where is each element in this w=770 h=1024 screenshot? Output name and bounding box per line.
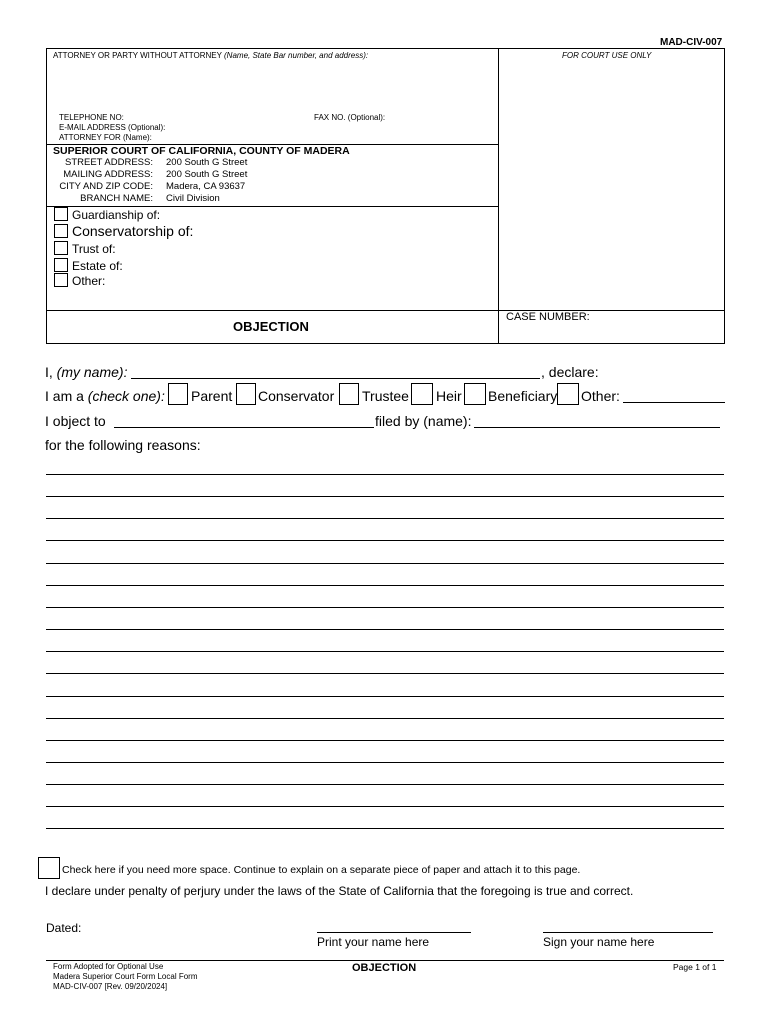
filed-by-field[interactable] — [474, 427, 720, 428]
print-name-field[interactable] — [317, 932, 471, 933]
fax-label: FAX NO. (Optional): — [314, 113, 386, 122]
estate-checkbox[interactable] — [54, 258, 68, 272]
telephone-label: TELEPHONE NO: — [59, 113, 124, 122]
other-case-checkbox[interactable] — [54, 273, 68, 287]
footer-local-form: Madera Superior Court Form Local Form — [53, 972, 198, 981]
city-label: CITY AND ZIP CODE: — [59, 181, 153, 192]
other-role-field[interactable] — [623, 402, 725, 403]
parent-label: Parent — [191, 388, 233, 404]
footer-page: Page 1 of 1 — [673, 962, 717, 972]
form-id: MAD-CIV-007 — [660, 37, 723, 48]
more-space-checkbox[interactable] — [38, 857, 60, 879]
branch-value: Civil Division — [166, 193, 220, 204]
object-to-label: I object to — [45, 413, 106, 429]
mailing-value: 200 South G Street — [166, 169, 248, 180]
document-title: OBJECTION — [233, 319, 309, 334]
my-name-field[interactable] — [131, 378, 540, 379]
sign-name-field[interactable] — [543, 932, 713, 933]
reason-line[interactable] — [46, 540, 724, 541]
reason-line[interactable] — [46, 607, 724, 608]
email-label: E-MAIL ADDRESS (Optional): — [59, 123, 166, 132]
reason-line[interactable] — [46, 762, 724, 763]
reason-line[interactable] — [46, 474, 724, 475]
print-name-label: Print your name here — [317, 935, 430, 949]
branch-label: BRANCH NAME: — [80, 193, 153, 204]
beneficiary-checkbox[interactable] — [464, 383, 486, 405]
check-one-label: (check one): — [87, 388, 165, 404]
more-space-text: Check here if you need more space. Continue to explain on a separate piece of paper and attach it to this page. — [62, 864, 581, 876]
reason-line[interactable] — [46, 740, 724, 741]
guardianship-checkbox[interactable] — [54, 207, 68, 221]
reason-line[interactable] — [46, 496, 724, 497]
footer-rule — [46, 960, 724, 961]
street-value: 200 South G Street — [166, 157, 248, 168]
case-number-label: CASE NUMBER: — [506, 311, 590, 323]
attorney-label: ATTORNEY OR PARTY WITHOUT ATTORNEY (Name, State Bar number, and address): — [53, 51, 369, 60]
declaration-text: I declare under penalty of perjury under the laws of the State of California that the foregoing is true and correct. — [45, 884, 634, 898]
sign-name-label: Sign your name here — [543, 935, 655, 949]
trust-label: Trust of: — [72, 242, 116, 256]
parent-checkbox[interactable] — [168, 383, 188, 405]
footer-adopted: Form Adopted for Optional Use — [53, 962, 164, 971]
line1-prefix: I, (my name): — [45, 364, 128, 380]
other-role-checkbox[interactable] — [557, 383, 579, 405]
object-to-field[interactable] — [114, 427, 374, 428]
street-label: STREET ADDRESS: — [65, 157, 153, 168]
beneficiary-label: Beneficiary — [488, 388, 558, 404]
caption-divider — [498, 48, 499, 344]
reason-line[interactable] — [46, 585, 724, 586]
other-case-label: Other: — [72, 274, 106, 288]
reason-line[interactable] — [46, 673, 724, 674]
reason-line[interactable] — [46, 629, 724, 630]
declare-label: , declare: — [541, 364, 599, 380]
line2-prefix: I am a (check one): — [45, 388, 165, 404]
other-role-label: Other: — [581, 388, 620, 404]
attorney-for-label: ATTORNEY FOR (Name): — [59, 133, 152, 142]
reason-line[interactable] — [46, 651, 724, 652]
estate-label: Estate of: — [72, 259, 123, 273]
heir-checkbox[interactable] — [411, 383, 433, 405]
guardianship-label: Guardianship of: — [72, 208, 161, 222]
reason-line[interactable] — [46, 696, 724, 697]
court-title: SUPERIOR COURT OF CALIFORNIA, COUNTY OF MADERA — [53, 145, 350, 157]
trustee-checkbox[interactable] — [339, 383, 359, 405]
following-reasons-label: for the following reasons: — [45, 437, 201, 453]
conservatorship-label: Conservatorship of: — [72, 223, 194, 239]
mailing-label: MAILING ADDRESS: — [63, 169, 153, 180]
footer-title: OBJECTION — [352, 962, 417, 974]
reason-line[interactable] — [46, 718, 724, 719]
conservator-label: Conservator — [258, 388, 335, 404]
reason-line[interactable] — [46, 518, 724, 519]
filed-by-label: filed by (name): — [375, 413, 472, 429]
trust-checkbox[interactable] — [54, 241, 68, 255]
reason-line[interactable] — [46, 784, 724, 785]
dated-label: Dated: — [46, 921, 82, 935]
conservatorship-checkbox[interactable] — [54, 224, 68, 238]
heir-label: Heir — [436, 388, 462, 404]
conservator-checkbox[interactable] — [236, 383, 256, 405]
court-bottom-rule — [46, 206, 498, 207]
city-value: Madera, CA 93637 — [166, 181, 246, 192]
footer-rev: MAD-CIV-007 [Rev. 09/20/2024] — [53, 982, 168, 991]
court-use-label: FOR COURT USE ONLY — [562, 51, 652, 60]
reason-line[interactable] — [46, 563, 724, 564]
my-name-label: (my name): — [56, 364, 128, 380]
reason-line[interactable] — [46, 828, 724, 829]
trustee-label: Trustee — [362, 388, 409, 404]
title-top-rule — [46, 310, 725, 311]
reason-line[interactable] — [46, 806, 724, 807]
